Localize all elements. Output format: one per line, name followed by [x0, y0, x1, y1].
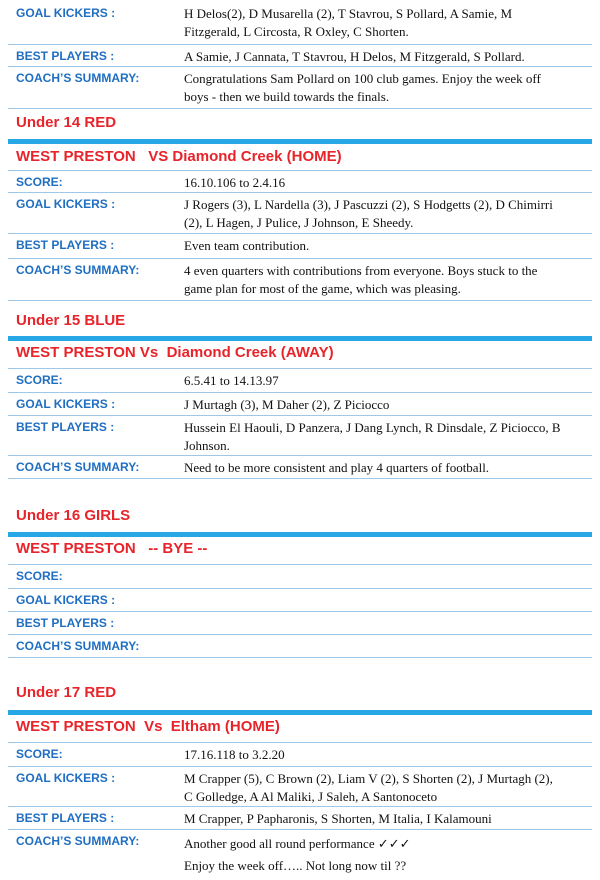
coach-summary-label: COACH’S SUMMARY: [16, 460, 140, 474]
u17-coach-summary-row [8, 830, 592, 876]
section-heading-u16: Under 16 GIRLS [16, 507, 131, 524]
section-divider-bar [8, 532, 592, 537]
score-label: SCORE: [16, 747, 63, 761]
best-players-value: Even team contribution. [184, 238, 310, 253]
goal-kickers-value: H Delos(2), D Musarella (2), T Stavrou, S Pollard, A Samie, M Fitzgerald, L Circosta, R Oxley, C Shorten. [184, 6, 513, 39]
coach-summary-value: Another good all round performance ✓✓✓ Enjoy the week off….. Not long now til ?? [184, 836, 411, 873]
coach-summary-value: 4 even quarters with contributions from everyone. Boys stuck to the game plan for most of the game, which was pleasing. [184, 263, 538, 296]
u15-score-row [8, 369, 592, 393]
u16-best-players-row [8, 612, 592, 635]
score-value: 6.5.41 to 14.13.97 [184, 373, 279, 388]
best-players-label: BEST PLAYERS : [16, 616, 115, 630]
section-heading-u15: Under 15 BLUE [16, 312, 126, 329]
match-title-u15: WEST PRESTON Vs Diamond Creek (AWAY) [16, 344, 334, 361]
goal-kickers-value: J Rogers (3), L Nardella (3), J Pascuzzi (2), S Hodgetts (2), D Chimirri (2), L Hagen, J Pulice, J Johnson, E Sheedy. [184, 197, 553, 230]
goal-kickers-label: GOAL KICKERS : [16, 197, 116, 211]
best-players-label: BEST PLAYERS : [16, 49, 115, 63]
goal-kickers-label: GOAL KICKERS : [16, 771, 116, 785]
section-heading-u14: Under 14 RED [16, 114, 117, 131]
u15-goal-kickers-row [8, 393, 592, 416]
section-divider-bar [8, 710, 592, 715]
u14-score-row [8, 171, 592, 193]
goal-kickers-value: M Crapper (5), C Brown (2), Liam V (2), S Shorten (2), J Murtagh (2), C Golledge, A Al Maliki, J Saleh, A Santonoceto [184, 771, 553, 804]
coach-summary-label: COACH’S SUMMARY: [16, 71, 140, 85]
u14-coach-summary-row [8, 259, 592, 301]
u17-best-players-row [8, 807, 592, 830]
score-label: SCORE: [16, 569, 63, 583]
u15-coach-summary-row [8, 456, 592, 479]
top-best-players-row [8, 45, 592, 67]
section-divider-bar [8, 139, 592, 144]
best-players-value: A Samie, J Cannata, T Stavrou, H Delos, M Fitzgerald, S Pollard. [184, 49, 525, 64]
score-label: SCORE: [16, 373, 63, 387]
u17-score-row [8, 743, 592, 767]
u14-best-players-row [8, 234, 592, 259]
match-title-u14: WEST PRESTON VS Diamond Creek (HOME) [16, 148, 342, 165]
score-label: SCORE: [16, 175, 63, 189]
u14-goal-kickers-row [8, 193, 592, 234]
goal-kickers-label: GOAL KICKERS : [16, 6, 116, 20]
u16-score-row [8, 565, 592, 589]
u16-goal-kickers-row [8, 589, 592, 612]
coach-summary-label: COACH’S SUMMARY: [16, 639, 140, 653]
u15-best-players-row [8, 416, 592, 456]
match-title-u17: WEST PRESTON Vs Eltham (HOME) [16, 718, 280, 735]
coach-summary-value: Need to be more consistent and play 4 quarters of football. [184, 460, 490, 475]
best-players-value: M Crapper, P Papharonis, S Shorten, M Italia, I Kalamouni [184, 811, 492, 826]
coach-summary-label: COACH’S SUMMARY: [16, 834, 140, 848]
goal-kickers-label: GOAL KICKERS : [16, 593, 116, 607]
best-players-label: BEST PLAYERS : [16, 811, 115, 825]
section-divider-bar [8, 336, 592, 341]
section-heading-u17: Under 17 RED [16, 684, 117, 701]
best-players-value: Hussein El Haouli, D Panzera, J Dang Lynch, R Dinsdale, Z Piciocco, B Johnson. [184, 420, 561, 453]
best-players-label: BEST PLAYERS : [16, 420, 115, 434]
best-players-label: BEST PLAYERS : [16, 238, 115, 252]
u17-goal-kickers-row [8, 767, 592, 807]
top-goal-kickers-row [8, 2, 592, 45]
goal-kickers-label: GOAL KICKERS : [16, 397, 116, 411]
score-value: 16.10.106 to 2.4.16 [184, 175, 286, 190]
top-coach-summary-row [8, 67, 592, 109]
u16-coach-summary-row [8, 635, 592, 658]
coach-summary-label: COACH’S SUMMARY: [16, 263, 140, 277]
match-title-u16: WEST PRESTON -- BYE -- [16, 540, 208, 557]
score-value: 17.16.118 to 3.2.20 [184, 747, 285, 762]
coach-summary-value: Congratulations Sam Pollard on 100 club games. Enjoy the week off boys - then we build towards the finals. [184, 71, 541, 104]
goal-kickers-value: J Murtagh (3), M Daher (2), Z Piciocco [184, 397, 390, 412]
